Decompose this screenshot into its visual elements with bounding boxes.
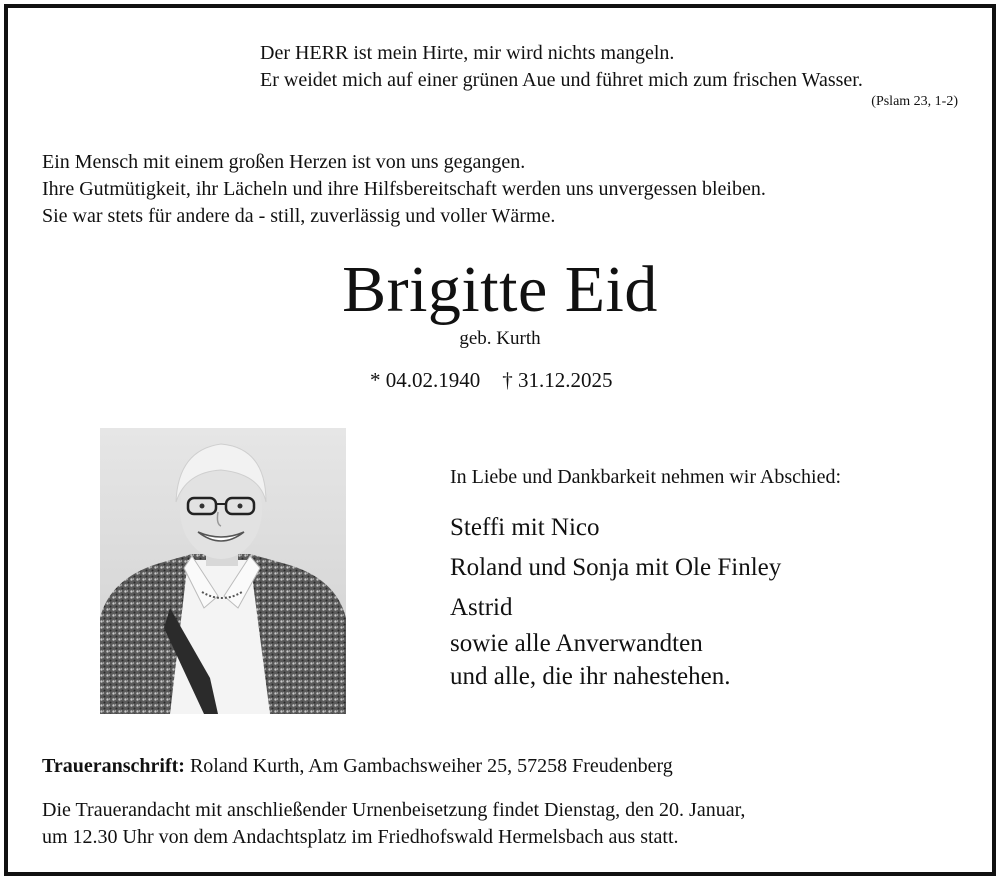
mourner-name: Steffi mit Nico — [450, 514, 600, 541]
service-line-2: um 12.30 Uhr von dem Andachtsplatz im Friedhofswald Hermelsbach aus statt. — [42, 826, 679, 848]
relatives-line-1: sowie alle Anverwandten — [450, 630, 703, 657]
mourner-name: Roland und Sonja mit Ole Finley — [450, 554, 782, 581]
birth-date: * 04.02.1940 — [370, 368, 481, 392]
obituary-notice — [4, 4, 996, 876]
psalm-line-2: Er weidet mich auf einer grünen Aue und führet mich zum frischen Wasser. — [260, 69, 863, 91]
portrait-photo — [100, 428, 346, 714]
relatives-line-2: und alle, die ihr nahestehen. — [450, 663, 731, 690]
mourning-address — [42, 755, 673, 778]
mourners-list — [450, 508, 781, 628]
life-dates — [370, 368, 613, 393]
death-date: † 31.12.2025 — [502, 368, 613, 392]
address-label: Traueranschrift: — [42, 755, 185, 777]
mourner-name: Astrid — [450, 594, 513, 621]
relatives-text — [450, 627, 730, 693]
service-info — [42, 797, 745, 851]
psalm-line-1: Der HERR ist mein Hirte, mir wird nichts mangeln. — [260, 42, 675, 64]
service-line-1: Die Trauerandacht mit anschließender Urnenbeisetzung findet Dienstag, den 20. Januar, — [42, 799, 746, 821]
intro-line-2: Ihre Gutmütigkeit, ihr Lächeln und ihre Hilfsbereitschaft werden uns unvergessen bleiben. — [42, 178, 766, 200]
psalm-reference: (Pslam 23, 1-2) — [871, 94, 958, 109]
psalm-quote — [260, 40, 863, 94]
farewell-line: In Liebe und Dankbarkeit nehmen wir Abschied: — [450, 466, 841, 488]
intro-text — [42, 149, 766, 230]
address-value: Roland Kurth, Am Gambachsweiher 25, 57258 Freudenberg — [189, 755, 673, 777]
deceased-name: Brigitte Eid — [342, 253, 658, 326]
intro-line-3: Sie war stets für andere da - still, zuverlässig und voller Wärme. — [42, 205, 556, 227]
birth-name: geb. Kurth — [459, 328, 541, 349]
intro-line-1: Ein Mensch mit einem großen Herzen ist von uns gegangen. — [42, 151, 526, 173]
